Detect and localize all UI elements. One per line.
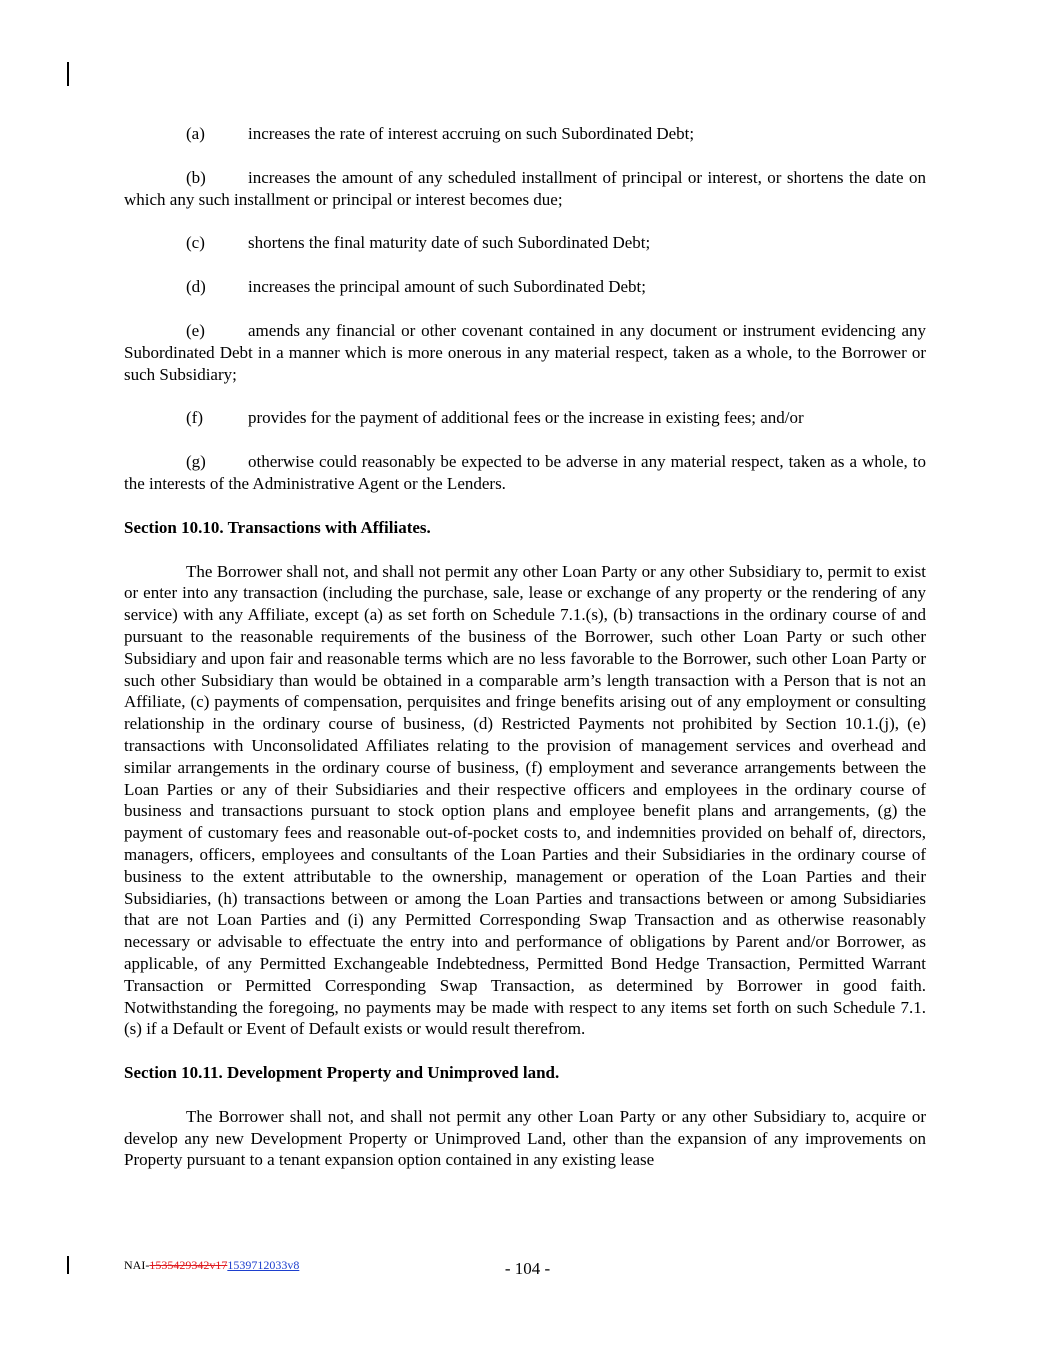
section-10-11-heading: Section 10.11. Development Property and Unimproved land. bbox=[124, 1063, 560, 1083]
change-bar-top bbox=[67, 62, 69, 86]
list-item bbox=[124, 232, 926, 254]
doc-prefix: NAI- bbox=[124, 1258, 150, 1272]
section-10-10-heading: Section 10.10. Transactions with Affiliates. bbox=[124, 517, 431, 537]
inserted-doc-id: 1539712033v8 bbox=[227, 1258, 300, 1272]
item-label: (a) bbox=[186, 124, 205, 143]
list-item bbox=[124, 320, 926, 385]
item-label: (e) bbox=[186, 320, 205, 340]
page-number: - 104 - bbox=[504, 1259, 551, 1278]
item-text: provides for the payment of additional fees or the increase in existing fees; and/or bbox=[248, 408, 804, 428]
item-text: increases the rate of interest accruing on such Subordinated Debt; bbox=[248, 124, 695, 143]
document-page bbox=[124, 123, 926, 1193]
item-text: otherwise could reasonably be expected to be adverse in any material respect, taken as a whole, to the interests of the Administrative Agent or the Lenders. bbox=[124, 452, 926, 493]
list-item bbox=[124, 276, 926, 298]
item-label: (g) bbox=[186, 452, 206, 472]
section-10-10-body: The Borrower shall not, and shall not permit any other Loan Party or any other Subsidiary to, permit to exist or enter into any transaction (including the purchase, sale, lease or exchange of any property or the rendering of any service) with any Affiliate, except (a) as set forth on Schedule 7.1.(s), (b) transactions in the ordinary course of and pursuant to the reasonable requirements of the business of the Borrower, such other Loan Party or such other Subsidiary and upon fair and reasonable terms which are no less favorable to the Borrower, such other Loan Party or such other Subsidiary than would be obtained in a comparable arm’s length transaction with a Person that is not an Affiliate, (c) payments of compensation, perquisites and fringe benefits arising out of any employment or consulting relationship in the ordinary course of business, (d) Restricted Payments not prohibited by Section 10.1.(j), (e) transactions with Unconsolidated Affiliates relating to the provision of management services and overhead and similar arrangements in the ordinary course of business, (f) employment and severance arrangements between the Loan Parties or any of their Subsidiaries and their respective officers and employees in the ordinary course of business and transactions pursuant to stock option plans and employee benefit plans and arrangements, (g) the payment of customary fees and reasonable out-of-pocket costs to, and indemnities provided on behalf of, directors, managers, officers, employees and consultants of the Loan Parties and their Subsidiaries in the ordinary course of business to the extent attributable to the ownership, management or operation of the Loan Parties and their Subsidiaries, (h) transactions between or among the Loan Parties and transactions between or among Subsidiaries that are not Loan Parties and (i) any Permitted Corresponding Swap Transaction and as otherwise reasonably necessary or advisable to effectuate the entry into and performance of obligations by Parent and/or Borrower, as applicable, of any Permitted Exchangeable Indebtedness, Permitted Bond Hedge Transaction, Permitted Warrant Transaction or Permitted Corresponding Swap Transaction, as determined by Borrower in good faith. Notwithstanding the foregoing, no payments may be made with respect to any items set forth on such Schedule 7.1.(s) if a Default or Event of Default exists or would result therefrom. bbox=[124, 561, 926, 1039]
item-text: shortens the final maturity date of such Subordinated Debt; bbox=[248, 233, 651, 253]
item-text: increases the amount of any scheduled installment of principal or interest, or shortens the date on which any such installment or principal or interest becomes due; bbox=[124, 167, 926, 209]
item-label: (d) bbox=[186, 277, 206, 297]
item-text: amends any financial or other covenant contained in any document or instrument evidencing any Subordinated Debt in a manner which is more onerous in any material respect, taken as a whole, to the Borrower or such Subsidiary; bbox=[124, 320, 926, 384]
item-text: increases the principal amount of such Subordinated Debt; bbox=[248, 277, 646, 297]
list-item bbox=[124, 451, 926, 495]
list-item bbox=[124, 167, 926, 211]
deleted-doc-id: 1535429342v17 bbox=[149, 1258, 228, 1272]
list-item bbox=[124, 407, 926, 429]
section-10-11-body: The Borrower shall not, and shall not permit any other Loan Party or any other Subsidiary to, acquire or develop any new Development Property or Unimproved Land, other than the expansion of any improvements on Property pursuant to a tenant expansion option contained in any existing lease bbox=[124, 1106, 926, 1170]
list-item bbox=[124, 123, 926, 145]
item-label: (c) bbox=[186, 233, 205, 253]
item-label: (b) bbox=[186, 167, 206, 187]
item-label: (f) bbox=[186, 408, 203, 428]
